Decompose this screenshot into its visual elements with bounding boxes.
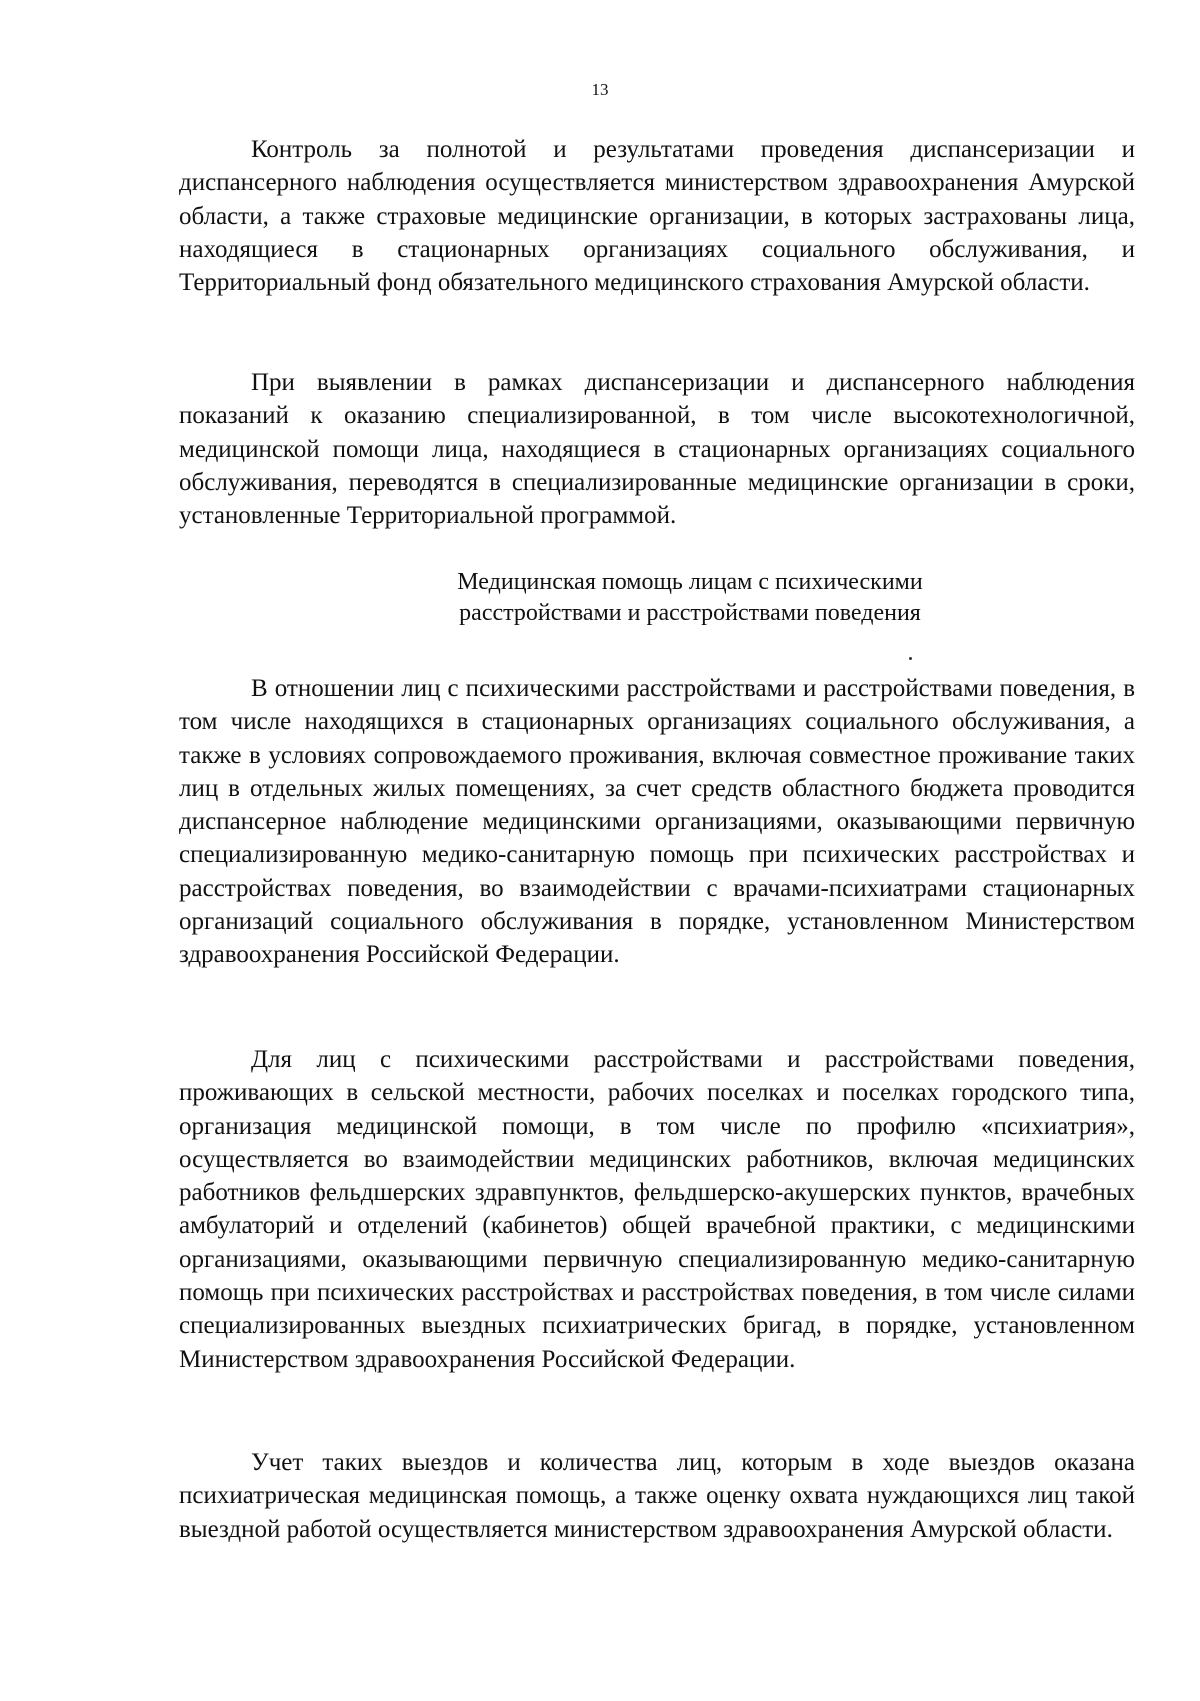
section-heading-line-1: Медицинская помощь лицам с психическими: [457, 569, 923, 595]
section-heading-line-2: расстройствами и расстройствами поведения: [459, 600, 921, 626]
section-heading: [180, 567, 1200, 629]
paragraph-monitoring-control: Контроль за полнотой и результатами проведения диспансеризации и диспансерного наблюдения осуществляется министерством здравоохранения Амурской области, а также страховые медицинские организации, в которых застрахованы лица, находящиеся в стационарных организациях социального обслуживания, и Территориальный фонд обязательного медицинского страхования Амурской области.: [179, 136, 1135, 297]
paragraph-specialized-referral: При выявлении в рамках диспансеризации и диспансерного наблюдения показаний к оказанию специализированной, в том числе высокотехнологичной, медицинской помощи лица, находящиеся в стационарных организациях социального обслуживания, переводятся в специализированные медицинские организации в сроки, установленные Территориальной программой.: [179, 369, 1135, 530]
paragraph-rural-care: Для лиц с психическими расстройствами и расстройствами поведения, проживающих в сельской местности, рабочих поселках и поселках городского типа, организация медицинской помощи, в том числе по профилю «психиатрия», осуществляется во взаимодействии медицинских работников, включая медицинских работников фельдшерских здравпунктов, фельдшерско-акушерских пунктов, врачебных амбулаторий и отделений (кабинетов) общей врачебной практики, с медицинскими организациями, оказывающими первичную специализированную медико-санитарную помощь при психических расстройствах и расстройствах поведения, в том числе силами специализированных выездных психиатрических бригад, в порядке, установленном Министерством здравоохранения Российской Федерации.: [179, 1046, 1135, 1373]
page-number: 13: [591, 80, 609, 99]
paragraph-dispensary-observation: В отношении лиц с психическими расстройствами и расстройствами поведения, в том числе находящихся в стационарных организациях социального обслуживания, а также в условиях сопровождаемого проживания, включая совместное проживание таких лиц в отдельных жилых помещениях, за счет средств областного бюджета проводится диспансерное наблюдение медицинскими организациями, оказывающими первичную специализированную медико-санитарную помощь при психических расстройствах и расстройствах поведения, во взаимодействии с врачами-психиатрами стационарных организаций социального обслуживания в порядке, установленном Министерством здравоохранения Российской Федерации.: [179, 675, 1135, 969]
paragraph-visit-accounting: Учет таких выездов и количества лиц, которым в ходе выездов оказана психиатрическая медицинская помощь, а также оценку охвата нуждающихся лиц такой выездной работой осуществляется министерством здравоохранения Амурской области.: [179, 1449, 1135, 1543]
scan-speck: [909, 657, 912, 660]
